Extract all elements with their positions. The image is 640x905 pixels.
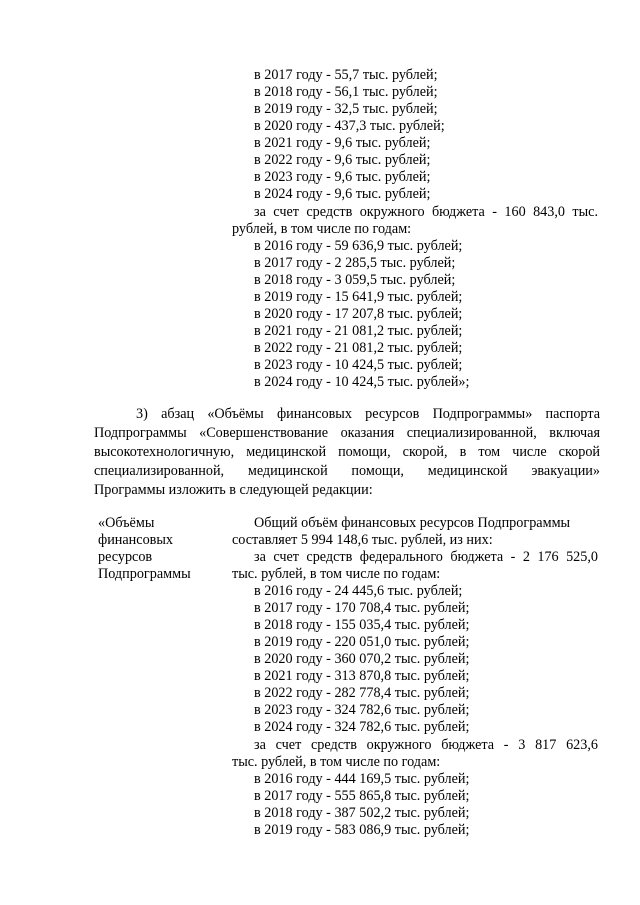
year-line: в 2020 году - 437,3 тыс. рублей; — [254, 118, 445, 134]
year-line: в 2016 году - 24 445,6 тыс. рублей; — [254, 583, 463, 599]
federal-budget-line: за счет средств федерального бюджета - 2 176 525,0 — [254, 549, 598, 565]
year-line: в 2022 году - 21 081,2 тыс. рублей; — [254, 340, 463, 356]
total-resources-line: Общий объём финансовых ресурсов Подпрограммы — [254, 515, 571, 531]
year-line: в 2016 году - 59 636,9 тыс. рублей; — [254, 238, 463, 254]
year-line: в 2019 году - 32,5 тыс. рублей; — [254, 101, 438, 117]
district-budget-line: за счет средств окружного бюджета - 3 817 623,6 — [254, 737, 598, 753]
federal-budget-line-cont: тыс. рублей, в том числе по годам: — [232, 566, 441, 582]
year-line: в 2023 году - 324 782,6 тыс. рублей; — [254, 702, 470, 718]
year-line: в 2019 году - 583 086,9 тыс. рублей; — [254, 822, 470, 838]
year-line: в 2017 году - 170 708,4 тыс. рублей; — [254, 600, 470, 616]
year-line: в 2023 году - 9,6 тыс. рублей; — [254, 169, 431, 185]
district-budget-line-cont: тыс. рублей, в том числе по годам: — [232, 754, 441, 770]
table-label-line: финансовых — [98, 532, 173, 548]
year-line: в 2017 году - 2 285,5 тыс. рублей; — [254, 255, 456, 271]
paragraph-line: 3) абзац «Объёмы финансовых ресурсов Подпрограммы» паспорта — [136, 406, 600, 422]
paragraph-line: Подпрограммы «Совершенствование оказания специализированной, включая — [94, 425, 600, 441]
year-line: в 2019 году - 15 641,9 тыс. рублей; — [254, 289, 463, 305]
year-line: в 2023 году - 10 424,5 тыс. рублей; — [254, 357, 463, 373]
year-line: в 2016 году - 444 169,5 тыс. рублей; — [254, 771, 470, 787]
year-line: в 2024 году - 10 424,5 тыс. рублей»; — [254, 374, 470, 390]
total-resources-line-cont: составляет 5 994 148,6 тыс. рублей, из них: — [232, 532, 493, 548]
year-line: в 2020 году - 360 070,2 тыс. рублей; — [254, 651, 470, 667]
table-label-line: Подпрограммы — [98, 566, 191, 582]
table-label-line: «Объёмы — [98, 515, 155, 531]
year-line: в 2022 году - 9,6 тыс. рублей; — [254, 152, 431, 168]
year-line: в 2017 году - 55,7 тыс. рублей; — [254, 67, 438, 83]
year-line: в 2021 году - 9,6 тыс. рублей; — [254, 135, 431, 151]
year-line: в 2018 году - 56,1 тыс. рублей; — [254, 84, 438, 100]
table-label-line: ресурсов — [98, 549, 153, 565]
paragraph-line: высокотехнологичную, медицинской помощи, скорой, в том числе скорой — [94, 444, 600, 460]
year-line: в 2018 году - 155 035,4 тыс. рублей; — [254, 617, 470, 633]
district-budget-line: за счет средств окружного бюджета - 160 843,0 тыс. — [254, 204, 598, 220]
paragraph-line: специализированной, медицинской помощи, медицинской эвакуации» — [94, 463, 600, 479]
year-line: в 2021 году - 21 081,2 тыс. рублей; — [254, 323, 463, 339]
amendment-paragraph — [94, 405, 600, 500]
year-line: в 2024 году - 9,6 тыс. рублей; — [254, 186, 431, 202]
district-budget-line-cont: рублей, в том числе по годам: — [232, 221, 412, 237]
year-line: в 2020 году - 17 207,8 тыс. рублей; — [254, 306, 463, 322]
year-line: в 2022 году - 282 778,4 тыс. рублей; — [254, 685, 470, 701]
year-line: в 2018 году - 3 059,5 тыс. рублей; — [254, 272, 456, 288]
year-line: в 2018 году - 387 502,2 тыс. рублей; — [254, 805, 470, 821]
paragraph-line: Программы изложить в следующей редакции: — [94, 482, 373, 498]
year-line: в 2019 году - 220 051,0 тыс. рублей; — [254, 634, 470, 650]
year-line: в 2021 году - 313 870,8 тыс. рублей; — [254, 668, 470, 684]
year-line: в 2024 году - 324 782,6 тыс. рублей; — [254, 719, 470, 735]
year-line: в 2017 году - 555 865,8 тыс. рублей; — [254, 788, 470, 804]
